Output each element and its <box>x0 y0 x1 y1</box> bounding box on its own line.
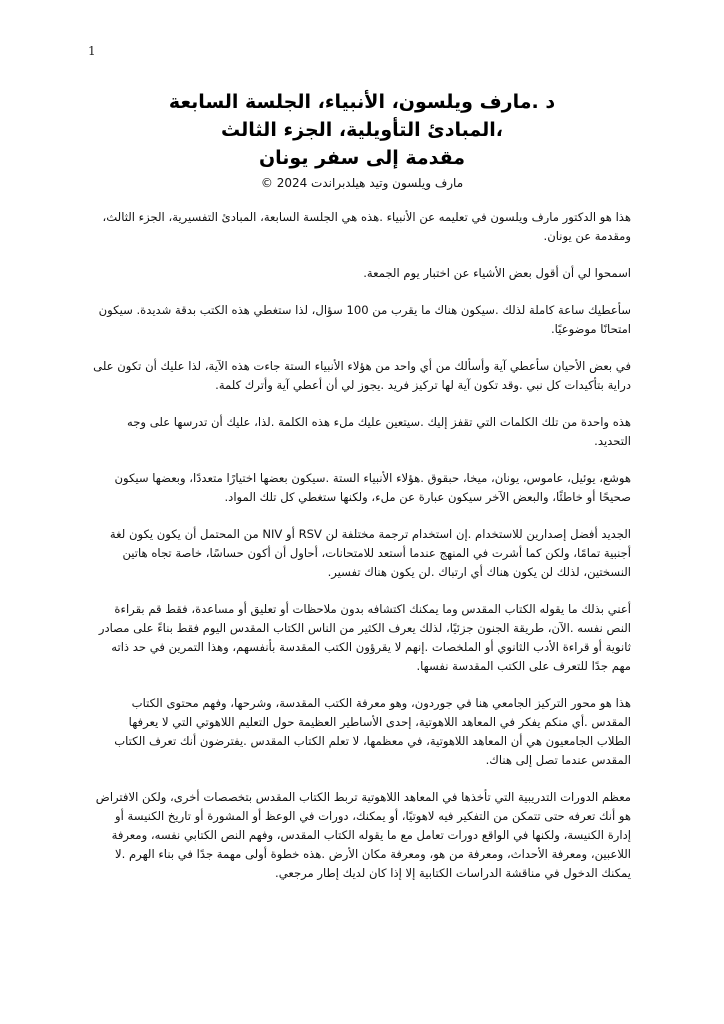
paragraph: هذا هو الدكتور مارف ويلسون في تعليمه عن الأنبياء .هذه هي الجلسة السابعة، المبادئ التفسيرية، الجزء الثالث، ومقدمة عن يونان. <box>102 210 631 243</box>
title-line-1: د .مارف ويلسون، الأنبياء، الجلسة السابعة <box>168 91 556 113</box>
body-text <box>93 208 631 901</box>
paragraph: اسمحوا لي أن أقول بعض الأشياء عن اختبار يوم الجمعة. <box>363 266 631 280</box>
paragraph: في بعض الأحيان سأعطي آية وأسألك من أي واحد من هؤلاء الأنبياء الستة جاءت هذه الآية، لذا عليك أن تكون على دراية بتأكيدات كل نبي .وقد تكون آية لها تركيز فريد .يجوز لي أن أعطي آية وأترك كلمة. <box>93 359 631 392</box>
paragraph: أعني بذلك ما يقوله الكتاب المقدس وما يمكنك اكتشافه بدون ملاحظات أو تعليق أو مساعدة، فقط قم بقراءة النص نفسه .الآن، طريقة الجنون جزئيًا، لذلك يعرف الكثير من الناس الكتاب المقدس اليوم فقط بناءً على مصادر ثانوية أو قراءة الأدب الثانوي أو الملخصات .إنهم لا يقرؤون الكتب المقدسة بأنفسهم، وهذا التمرين في حد ذاته مهم جدًا للتعرف على الكتب المقدسة نفسها. <box>98 602 631 673</box>
author-copyright: مارف ويلسون وتيد هيلدبراندت 2024 © <box>260 176 464 190</box>
paragraph: هوشع، يوئيل، عاموس، يونان، ميخا، حبقوق .هؤلاء الأنبياء الستة .سيكون بعضها اختيارًا متعددًا، وبعضها سيكون صحيحًا أو خاطئًا، والبعض الآخر سيكون عبارة عن ملء، ولكنها ستغطي كل تلك المواد. <box>114 471 631 504</box>
title-line-2: ،المبادئ التأويلية، الجزء الثالث <box>221 119 503 141</box>
title-line-3: مقدمة إلى سفر يونان <box>258 147 466 169</box>
paragraph: هذه واحدة من تلك الكلمات التي تقفز إليك .سيتعين عليك ملء هذه الكلمة .لذا، عليك أن تدرسها على وجه التحديد. <box>127 415 631 448</box>
paragraph: الجديد أفضل إصدارين للاستخدام .إن استخدام ترجمة مختلفة لن RSV أو NIV من المحتمل أن يكون يكون لغة أجنبية تمامًا، ولكن كما أشرت في المنهج عندما أستعد للامتحانات، أحاول أن أكون حساسًا، خاصة تجاه هاتين النسختين، لذلك لن يكون هناك أي ارتباك .لن يكون هناك تفسير. <box>109 527 631 579</box>
title-block <box>90 88 634 192</box>
paragraph: معظم الدورات التدريبية التي تأخذها في المعاهد اللاهوتية تربط الكتاب المقدس بتخصصات أخرى، ولكن الافتراض هو أنك تعرفه حتى تتمكن من التفكير فيه لاهوتيًا، أو يمكنك، دورات في الوعظ أو المشورة أو تاريخ الكنيسة أو إدارة الكنيسة، ولكنها في الواقع دورات تعامل مع ما يقوله الكتاب المقدس، وفهم النص الكتابي نفسه، ومعرفة اللاعبين، ومعرفة الأحداث، ومعرفة من هو، ومعرفة مكان الأرض .هذه خطوة أولى مهمة جدًا في بناء الهرم .لا يمكنك الدخول في مناقشة الدراسات الكتابية إلا إذا كان لديك إطار مرجعي. <box>95 790 631 880</box>
page-number: 1 <box>88 44 96 58</box>
paragraph: هذا هو محور التركيز الجامعي هنا في جوردون، وهو معرفة الكتب المقدسة، وشرحها، وفهم محتوى الكتاب المقدس .أي منكم يفكر في المعاهد اللاهوتية، إحدى الأساطير العظيمة حول التعليم اللاهوتي التي لا يعرفها الطلاب الجامعيون هي أن المعاهد اللاهوتية، في معظمها، لا تعلم الكتاب المقدس .يفترضون أنك تعرف الكتاب المقدس عندما تصل إلى هناك. <box>114 696 631 767</box>
paragraph: سأعطيك ساعة كاملة لذلك .سيكون هناك ما يقرب من 100 سؤال، لذا ستغطي هذه الكتب بدقة شديدة. سيكون امتحانًا موضوعيًا. <box>98 303 631 336</box>
